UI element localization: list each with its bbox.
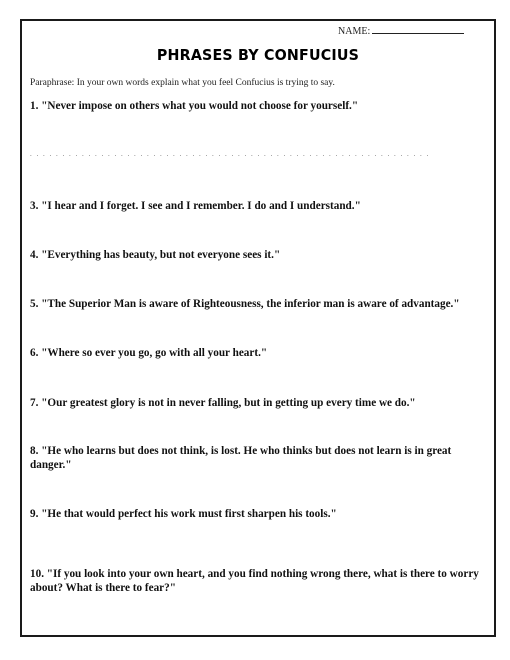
- quote-6: 6. "Where so ever you go, go with all your heart.": [30, 347, 268, 359]
- quote-10: 10. "If you look into your own heart, and you find nothing wrong there, what is there to worry about? What is there to fear?": [30, 568, 479, 594]
- faint-quote-2: . . . . . . . . . . . . . . . . . . . . . . . . . . . . . . . . . . . . . . . . . . . . . . . . . . . . . . . . . . . . . .: [30, 150, 430, 158]
- name-field[interactable]: [338, 24, 464, 37]
- quote-7: 7. "Our greatest glory is not in never falling, but in getting up every time we do.": [30, 397, 416, 409]
- quote-9: 9. "He that would perfect his work must first sharpen his tools.": [30, 508, 337, 520]
- quote-1: 1. "Never impose on others what you would not choose for yourself.": [30, 100, 359, 112]
- quote-8: 8. "He who learns but does not think, is lost. He who thinks but does not learn is in great danger.": [30, 445, 452, 471]
- name-blank-line[interactable]: [372, 24, 464, 34]
- quote-5: 5. "The Superior Man is aware of Righteousness, the inferior man is aware of advantage.": [30, 298, 460, 310]
- instructions-text: Paraphrase: In your own words explain what you feel Confucius is trying to say.: [30, 78, 335, 88]
- quote-4: 4. "Everything has beauty, but not everyone sees it.": [30, 249, 281, 261]
- name-label: NAME:: [338, 26, 371, 37]
- quote-3: 3. "I hear and I forget. I see and I remember. I do and I understand.": [30, 200, 361, 212]
- worksheet-title: PHRASES BY CONFUCIUS: [156, 46, 360, 64]
